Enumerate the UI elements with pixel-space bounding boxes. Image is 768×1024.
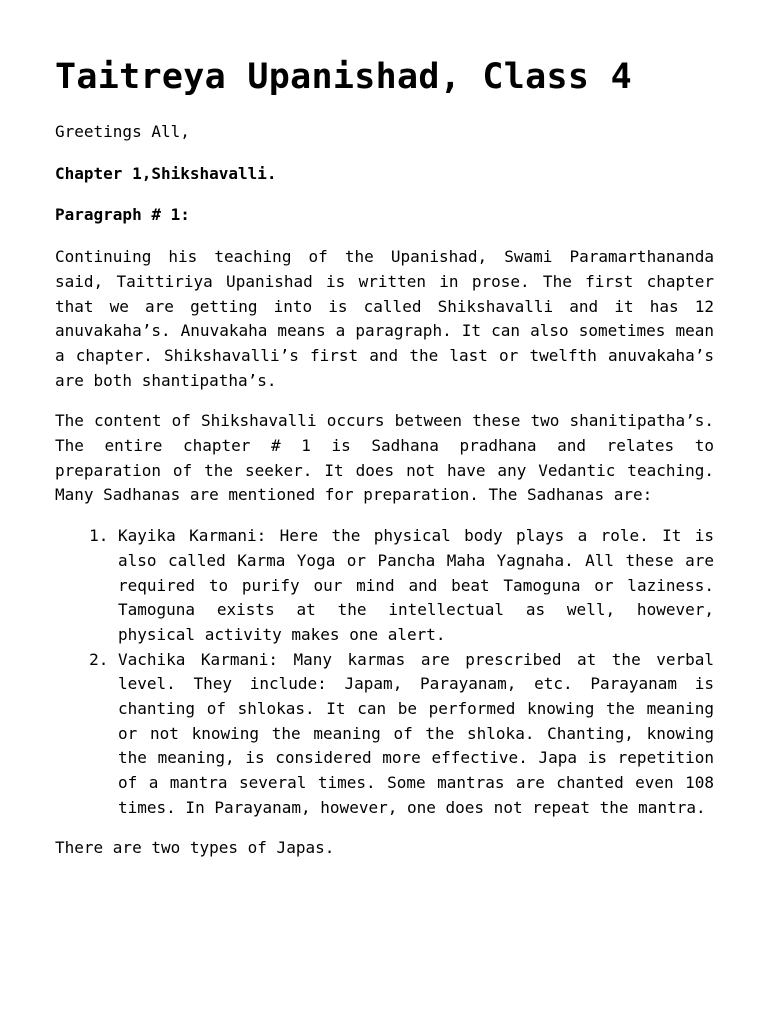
chapter-heading-text: Chapter 1,Shikshavalli. xyxy=(55,163,277,183)
paragraph-heading-text: Paragraph # 1: xyxy=(55,205,190,225)
closing-text: There are two types of Japas. xyxy=(55,837,335,857)
greeting-text: Greetings All, xyxy=(55,122,190,141)
paragraph-heading xyxy=(55,203,714,228)
sadhana-list xyxy=(55,524,714,820)
body-paragraph: Continuing his teaching of the Upanishad, Swami Paramarthananda said, Taittiriya Upanishad is written in prose. The first chapter that we are getting into is called Shikshavalli and it has 12 anuvakaha’s. Anuvakaha means a paragraph. It can also sometimes mean a chapter. Shikshavalli’s first and the last or twelfth anuvakaha’s are both shantipatha’s. xyxy=(55,247,714,390)
page-title: Taitreya Upanishad, Class 4 xyxy=(55,57,633,97)
list-item: 1. Kayika Karmani: Here the physical body plays a role. It is also called Karma Yoga or Pancha Maha Yagnaha. All these are required to purify our mind and beat Tamoguna or laziness. Tamoguna exists at the intellectual as well, however, physical activity makes one alert. xyxy=(118,524,714,648)
chapter-heading xyxy=(55,162,714,187)
list-item: 2. Vachika Karmani: Many karmas are prescribed at the verbal level. They include: Japam, Parayanam, etc. Parayanam is chanting of shlokas. It can be performed knowing the meaning or not knowing the meaning of the shloka. Chanting, knowing the meaning, is considered more effective. Japa is repetition of a mantra several times. Some mantras are chanted even 108 times. In Parayanam, however, one does not repeat the mantra. xyxy=(118,648,714,821)
body-paragraph: The content of Shikshavalli occurs between these two shanitipatha’s. The entire chapter # 1 is Sadhana pradhana and relates to preparation of the seeker. It does not have any Vedantic teaching. Many Sadhanas are mentioned for preparation. The Sadhanas are: xyxy=(55,411,714,505)
document-page xyxy=(55,56,714,876)
